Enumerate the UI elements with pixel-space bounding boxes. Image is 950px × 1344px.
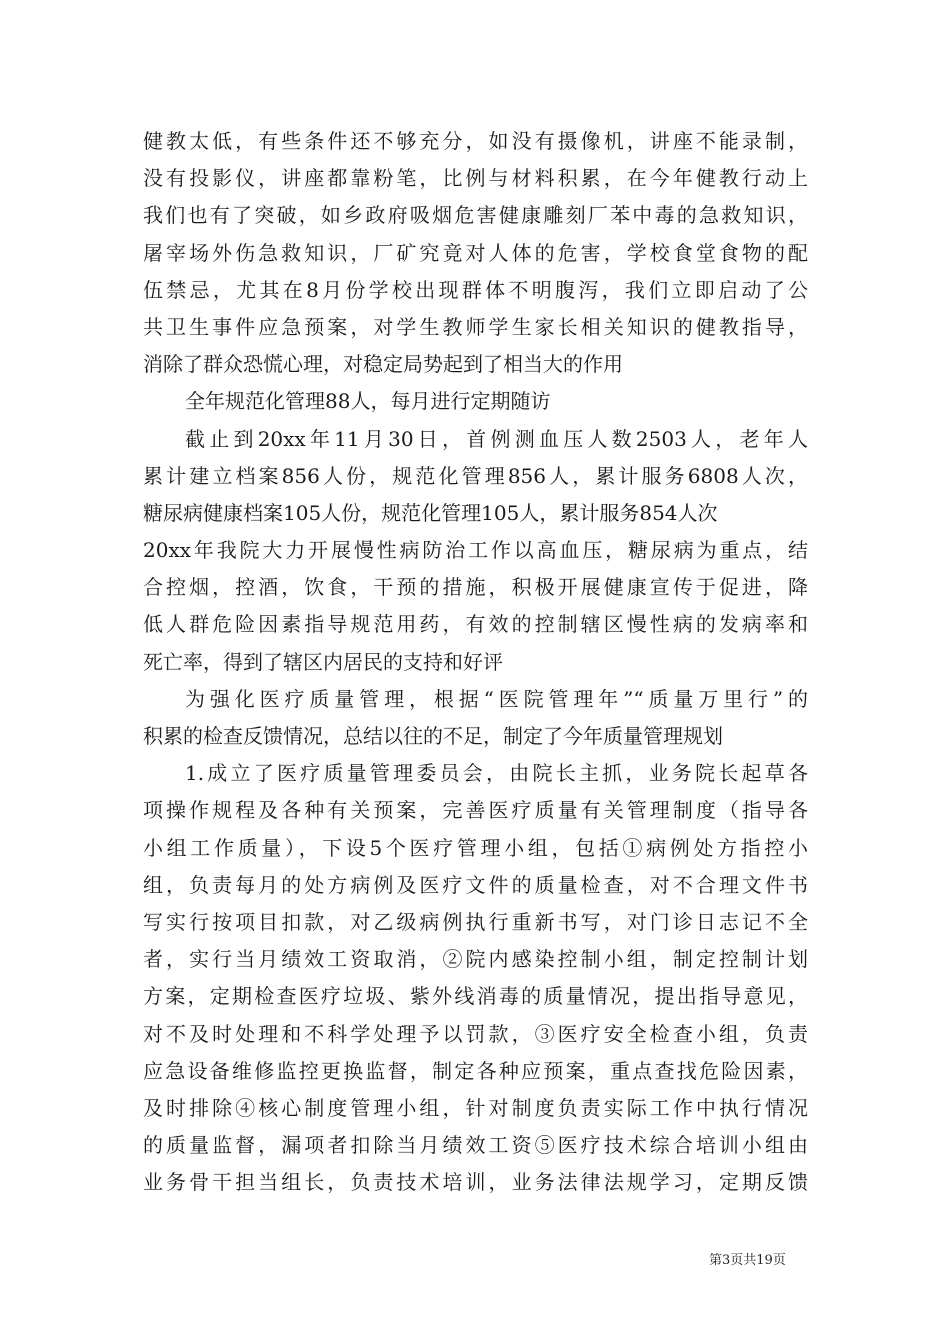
text-line: 屠宰场外伤急救知识，厂矿究竟对人体的危害，学校食堂食物的配 xyxy=(143,240,808,265)
text-line: 全年规范化管理88人，每月进行定期随访 xyxy=(185,389,551,414)
text-line: 糖尿病健康档案105人份，规范化管理105人，累计服务854人次 xyxy=(143,500,718,525)
text-line: 的质量监督，漏项者扣除当月绩效工资⑤医疗技术综合培训小组由 xyxy=(143,1133,808,1158)
text-line: 合控烟，控酒，饮食，干预的措施，积极开展健康宣传于促进，降 xyxy=(143,575,808,600)
text-line: 消除了群众恐慌心理，对稳定局势起到了相当大的作用 xyxy=(143,352,623,377)
text-line: 累计建立档案856人份，规范化管理856人，累计服务6808人次， xyxy=(143,463,808,488)
text-line: 20xx年我院大力开展慢性病防治工作以高血压，糖尿病为重点，结 xyxy=(143,538,808,563)
text-line: 组，负责每月的处方病例及医疗文件的质量检查，对不合理文件书 xyxy=(143,872,808,897)
text-line: 1.成立了医疗质量管理委员会，由院长主抓，业务院长起草各 xyxy=(185,761,808,786)
text-line: 应急设备维修监控更换监督，制定各种应预案，重点查找危险因素， xyxy=(143,1058,808,1083)
text-line: 对不及时处理和不科学处理予以罚款，③医疗安全检查小组，负责 xyxy=(143,1021,808,1046)
text-line: 及时排除④核心制度管理小组，针对制度负责实际工作中执行情况 xyxy=(143,1095,808,1120)
text-line: 低人群危险因素指导规范用药，有效的控制辖区慢性病的发病率和 xyxy=(143,612,808,637)
text-line: 小组工作质量），下设5个医疗管理小组，包括①病例处方指控小 xyxy=(143,835,808,860)
text-line: 写实行按项目扣款，对乙级病例执行重新书写，对门诊日志记不全 xyxy=(143,909,808,934)
text-line: 没有投影仪，讲座都靠粉笔，比例与材料积累，在今年健教行动上 xyxy=(143,166,808,191)
text-line: 积累的检查反馈情况，总结以往的不足，制定了今年质量管理规划 xyxy=(143,724,723,748)
text-line: 健教太低，有些条件还不够充分，如没有摄像机，讲座不能录制， xyxy=(143,129,808,153)
text-line: 截止到20xx年11月30日，首例测血压人数2503人，老年人 xyxy=(185,426,808,451)
text-line: 者，实行当月绩效工资取消，②院内感染控制小组，制定控制计划 xyxy=(143,947,808,972)
text-line: 方案，定期检查医疗垃圾、紫外线消毒的质量情况，提出指导意见， xyxy=(143,984,808,1009)
page-number: 第3页共19页 xyxy=(709,1253,786,1268)
text-line: 伍禁忌，尤其在8月份学校出现群体不明腹泻，我们立即启动了公 xyxy=(143,277,808,302)
text-line: 我们也有了突破，如乡政府吸烟危害健康雕刻厂苯中毒的急救知识， xyxy=(143,203,808,228)
text-line: 死亡率，得到了辖区内居民的支持和好评 xyxy=(143,649,503,674)
body-text xyxy=(143,123,808,1201)
text-line: 项操作规程及各种有关预案，完善医疗质量有关管理制度（指导各 xyxy=(143,798,808,823)
text-line: 共卫生事件应急预案，对学生教师学生家长相关知识的健教指导， xyxy=(143,314,808,339)
text-line: 业务骨干担当组长，负责技术培训，业务法律法规学习，定期反馈 xyxy=(143,1170,808,1195)
text-line: 为强化医疗质量管理，根据“医院管理年”“质量万里行”的 xyxy=(185,686,808,711)
